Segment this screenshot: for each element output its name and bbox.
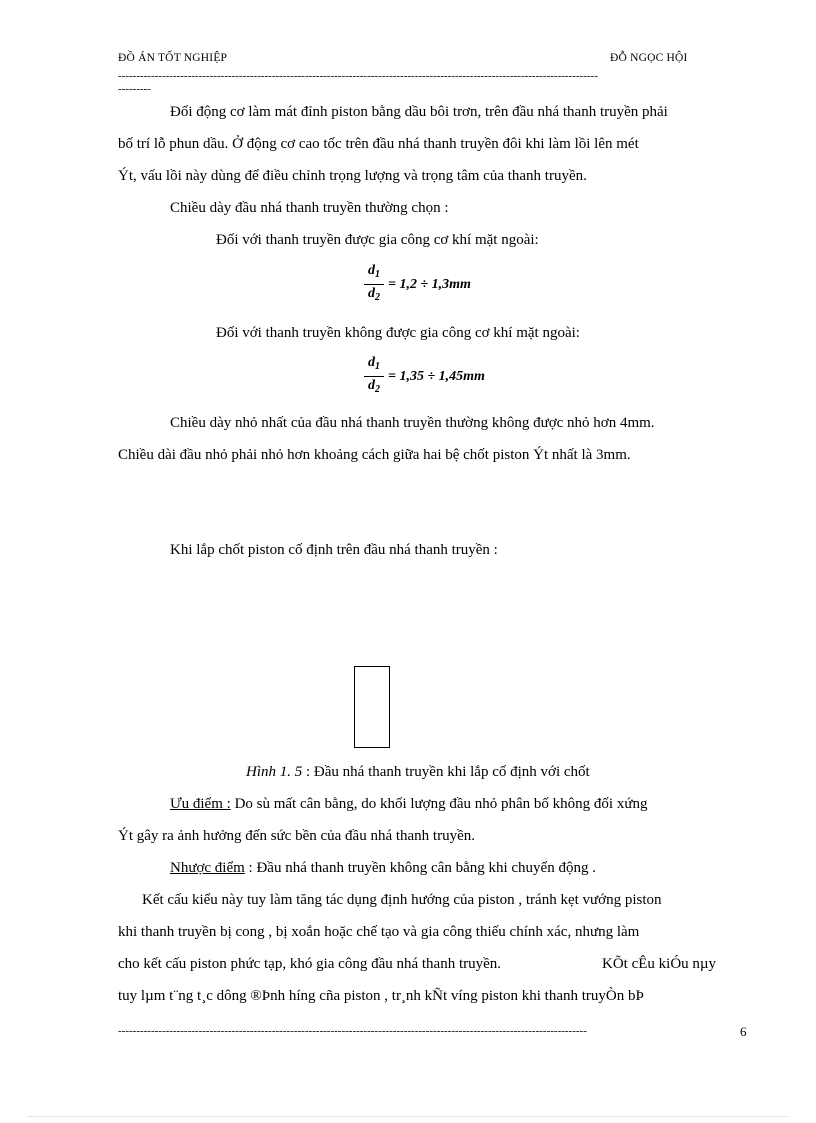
- case-line: Đối với thanh truyền được gia công cơ khí mặt ngoài:: [216, 232, 539, 248]
- formula-rhs: = 1,35 ÷ 1,45mm: [388, 368, 485, 384]
- paragraph-line: Chiều dày đầu nhá thanh truyền thường chọn :: [170, 200, 449, 216]
- disadvantages-line: [170, 860, 596, 877]
- paragraph-line: Khi lắp chốt piston cố định trên đầu nhá thanh truyền :: [170, 542, 498, 558]
- formula-rhs: = 1,2 ÷ 1,3mm: [388, 276, 471, 292]
- paragraph-line: Đối động cơ làm mát đỉnh piston bằng dầu bôi trơn, trên đầu nhá thanh truyền phải: [170, 104, 668, 120]
- paragraph-line: KÕt cÊu kiÓu nµy: [602, 956, 717, 972]
- disadvantages-text: : Đầu nhá thanh truyền không cân bằng khi chuyển động .: [244, 860, 596, 876]
- paragraph-line: tuy lµm t¨ng t¸c dông ®Þnh híng cña piston , tr¸nh kÑt víng piston khi thanh truyÒn bÞ: [118, 988, 644, 1004]
- header-right-author: ĐỖ NGỌC HỘI: [610, 52, 688, 64]
- formula-ratio-2: $d_1$ $d_2$ = 1,35 ÷ 1,45mm: [364, 354, 485, 399]
- paragraph-line: Chiều dài đầu nhỏ phải nhỏ hơn khoảng cách giữa hai bệ chốt piston Ýt nhất là 3mm.: [118, 447, 631, 463]
- case-line: Đối với thanh truyền không được gia công cơ khí mặt ngoài:: [216, 325, 580, 341]
- advantages-line: [170, 796, 647, 813]
- header-rule: -----------------------------------------------------------------------------------------------------------------------------------: [118, 70, 598, 82]
- footer-rule: --------------------------------------------------------------------------------------------------------------------------------: [118, 1025, 587, 1037]
- figure-caption-label: Hình 1. 5: [246, 764, 303, 780]
- paragraph-line: Chiều dày nhỏ nhất của đầu nhá thanh truyền thường không được nhỏ hơn 4mm.: [170, 415, 655, 431]
- header-rule-continued: ---------: [118, 83, 151, 95]
- paragraph-line: Kết cấu kiểu này tuy làm tăng tác dụng định hướng của piston , tránh kẹt vướng piston: [142, 892, 662, 908]
- formula-ratio-1: $d_1$ $d_2$ = 1,2 ÷ 1,3mm: [364, 262, 471, 307]
- figure-image-placeholder: [354, 666, 390, 748]
- paragraph-line: cho kết cấu piston phức tạp, khó gia công đầu nhá thanh truyền.: [118, 956, 502, 972]
- paragraph-line: Ýt gây ra ảnh hưởng đến sức bền của đầu nhá thanh truyền.: [118, 828, 475, 844]
- header-left-title: ĐỒ ÁN TỐT NGHIỆP: [118, 52, 228, 64]
- figure-caption: [246, 764, 590, 781]
- paragraph-line: khi thanh truyền bị cong , bị xoắn hoặc chế tạo và gia công thiếu chính xác, nhưng làm: [118, 924, 640, 940]
- figure-caption-text: : Đầu nhá thanh truyền khi lắp cố định với chốt: [302, 764, 590, 780]
- page-edge-divider: [28, 1116, 788, 1117]
- paragraph-line: Ýt, vấu lồi này dùng để điều chỉnh trọng lượng và trọng tâm của thanh truyền.: [118, 168, 587, 184]
- page-number: 6: [740, 1024, 747, 1039]
- paragraph-line: bố trí lỗ phun dầu. Ở động cơ cao tốc trên đầu nhá thanh truyền đôi khi làm lồi lên mét: [118, 136, 639, 152]
- advantages-text: Do sù mất cân bằng, do khối lượng đầu nhỏ phân bố không đối xứng: [230, 796, 648, 812]
- advantages-label: Ưu điểm :: [170, 796, 231, 812]
- disadvantages-label: Nhược điểm: [170, 860, 245, 876]
